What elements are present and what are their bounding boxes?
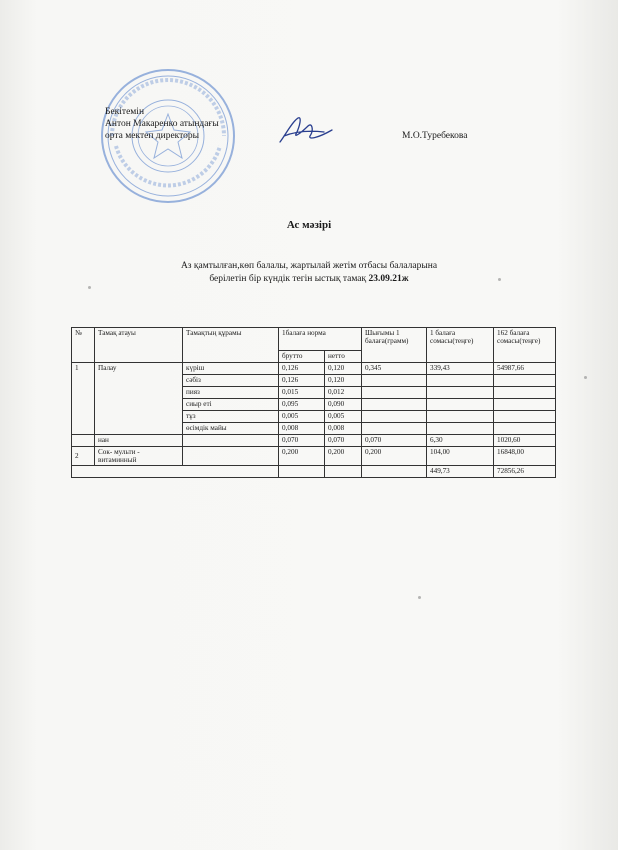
row-gross: 0,008 <box>279 423 325 435</box>
header-norm: 1балаға норма <box>279 328 362 351</box>
row-usage <box>362 423 427 435</box>
totals-net <box>325 466 362 478</box>
row-item <box>183 447 279 466</box>
scan-speck <box>584 376 587 379</box>
scan-speck <box>498 278 501 281</box>
row-num: 2 <box>72 447 95 466</box>
row-usage <box>362 411 427 423</box>
row-item: тұз <box>183 411 279 423</box>
row-gross: 0,126 <box>279 375 325 387</box>
menu-table <box>71 327 556 478</box>
row-price-total <box>494 423 556 435</box>
row-gross: 0,015 <box>279 387 325 399</box>
row-price-total: 54987,66 <box>494 363 556 375</box>
row-usage: 0,345 <box>362 363 427 375</box>
row-item <box>183 435 279 447</box>
totals-label <box>72 466 279 478</box>
scan-speck <box>418 596 421 599</box>
row-price-one <box>427 375 494 387</box>
totals-usage <box>362 466 427 478</box>
row-num <box>72 435 95 447</box>
approval-block <box>105 106 219 142</box>
row-dish: Сок- мульти - витаминный <box>95 447 183 466</box>
row-net: 0,090 <box>325 399 362 411</box>
subtitle-line-2-text: берілетін бір күндік тегін ыстық тамақ <box>209 274 369 284</box>
approval-line-3: орта мектеп директоры <box>105 131 200 141</box>
totals-gross <box>279 466 325 478</box>
row-price-one <box>427 387 494 399</box>
row-item: сиыр еті <box>183 399 279 411</box>
row-gross: 0,200 <box>279 447 325 466</box>
row-price-one <box>427 399 494 411</box>
row-item: сәбіз <box>183 375 279 387</box>
header-gross: брутто <box>279 351 325 363</box>
scan-speck <box>88 286 91 289</box>
row-price-one: 6,30 <box>427 435 494 447</box>
row-price-total <box>494 399 556 411</box>
row-usage: 0,200 <box>362 447 427 466</box>
header-composition: Тамақтың құрамы <box>183 328 279 363</box>
table-header-row <box>72 328 556 351</box>
subtitle-line-2 <box>0 273 618 286</box>
row-gross: 0,070 <box>279 435 325 447</box>
row-item: күріш <box>183 363 279 375</box>
row-net: 0,200 <box>325 447 362 466</box>
row-usage <box>362 387 427 399</box>
row-price-total <box>494 375 556 387</box>
row-net: 0,120 <box>325 375 362 387</box>
row-price-total <box>494 387 556 399</box>
table-row-totals <box>72 466 556 478</box>
subtitle <box>0 260 618 286</box>
header-price-total: 162 балаға сомасы(теңге) <box>494 328 556 363</box>
table-row-juice <box>72 447 556 466</box>
row-net: 0,012 <box>325 387 362 399</box>
row-gross: 0,095 <box>279 399 325 411</box>
row-price-one: 339,43 <box>427 363 494 375</box>
row-item: өсімдік майы <box>183 423 279 435</box>
header-dish: Тамақ атауы <box>95 328 183 363</box>
director-signature <box>276 112 336 152</box>
header-usage: Шығымы 1 балаға(грамм) <box>362 328 427 363</box>
table-row-bread <box>72 435 556 447</box>
table-row <box>72 363 556 375</box>
row-net: 0,005 <box>325 411 362 423</box>
header-price-one: 1 балаға сомасы(теңге) <box>427 328 494 363</box>
approval-line-2: Антон Макаренко атындағы <box>105 119 219 129</box>
row-price-total <box>494 411 556 423</box>
row-gross: 0,126 <box>279 363 325 375</box>
row-usage: 0,070 <box>362 435 427 447</box>
header-num: № <box>72 328 95 363</box>
totals-price-total: 72856,26 <box>494 466 556 478</box>
row-dish: нан <box>95 435 183 447</box>
header-net: нетто <box>325 351 362 363</box>
row-num: 1 <box>72 363 95 435</box>
row-price-total: 16848,00 <box>494 447 556 466</box>
row-net: 0,120 <box>325 363 362 375</box>
page-title: Ас мәзірі <box>286 219 332 231</box>
menu-date: 23.09.21ж <box>368 274 409 284</box>
row-price-one <box>427 411 494 423</box>
row-dish: Палау <box>95 363 183 435</box>
row-item: пияз <box>183 387 279 399</box>
row-usage <box>362 375 427 387</box>
approval-line-1: Бекітемін <box>105 107 145 117</box>
subtitle-line-1: Аз қамтылған,көп балалы, жартылай жетім отбасы балаларына <box>180 261 438 271</box>
row-usage <box>362 399 427 411</box>
row-gross: 0,005 <box>279 411 325 423</box>
row-net: 0,008 <box>325 423 362 435</box>
row-price-total: 1020,60 <box>494 435 556 447</box>
row-price-one: 104,00 <box>427 447 494 466</box>
row-price-one <box>427 423 494 435</box>
director-name: М.О.Туребекова <box>402 131 468 141</box>
row-net: 0,070 <box>325 435 362 447</box>
totals-price-one: 449,73 <box>427 466 494 478</box>
